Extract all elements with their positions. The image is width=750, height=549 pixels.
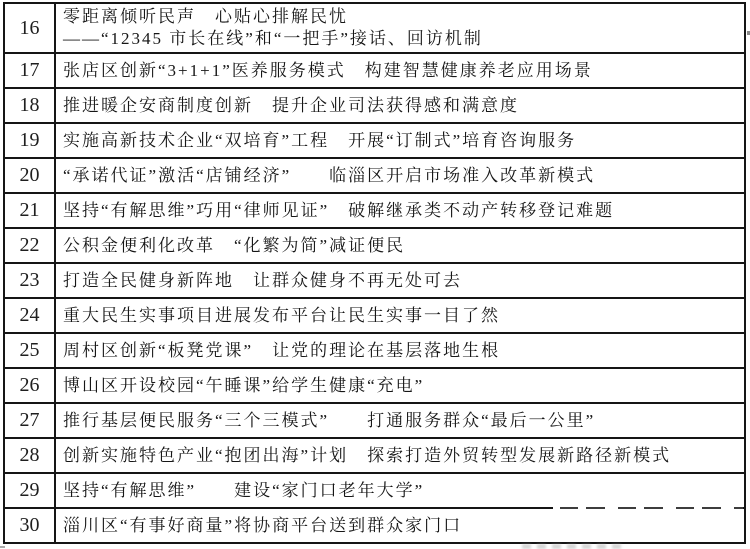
row-number-cell <box>5 369 56 402</box>
row-number-cell <box>5 89 56 122</box>
row-text-cell <box>56 474 744 507</box>
edge-artifact-bottom-left <box>0 546 5 548</box>
row-number: 30 <box>19 514 40 536</box>
row-text-cell <box>56 4 744 52</box>
row-text-cell <box>56 264 744 297</box>
row-text-line: 实施高新技术企业“双培育”工程 开展“订制式”培育咨询服务 <box>63 130 577 150</box>
table-row <box>5 54 744 89</box>
row-number-cell <box>5 229 56 262</box>
row-text-line: 打造全民健身新阵地 让群众健身不再无处可去 <box>63 270 462 290</box>
row-text-cell <box>56 404 744 437</box>
row-text-line: 创新实施特色产业“抱团出海”计划 探索打造外贸转型发展新路径新模式 <box>63 445 672 465</box>
row-number: 28 <box>19 444 40 466</box>
table-row <box>5 124 744 159</box>
row-number-cell <box>5 474 56 507</box>
table-row <box>5 439 744 474</box>
row-text-cell <box>56 509 744 542</box>
table-row <box>5 4 744 54</box>
row-number: 25 <box>19 339 40 361</box>
row-text-line: 零距离倾听民声 心贴心排解民忧 <box>63 7 348 26</box>
row-text-cell <box>56 439 744 472</box>
table-row <box>5 509 744 542</box>
table-row <box>5 474 744 509</box>
row-number-cell <box>5 439 56 472</box>
row-text-cell <box>56 334 744 367</box>
row-text-cell <box>56 299 744 332</box>
table-row <box>5 229 744 264</box>
row-number-cell <box>5 194 56 227</box>
row-number: 29 <box>19 479 40 501</box>
row-number: 20 <box>19 164 40 186</box>
row-number-cell <box>5 4 56 52</box>
table-row <box>5 89 744 124</box>
table-row <box>5 159 744 194</box>
row-number-cell <box>5 159 56 192</box>
row-number-cell <box>5 509 56 542</box>
row-text-line: 博山区开设校园“午睡课”给学生健康“充电” <box>63 375 425 395</box>
row-text-line: 坚持“有解思维” 建设“家门口老年大学” <box>63 480 425 500</box>
row-text-line: 公积金便利化改革 “化繁为简”减证便民 <box>63 235 406 255</box>
table-row <box>5 194 744 229</box>
row-number-cell <box>5 334 56 367</box>
row-text-line: 周村区创新“板凳党课” 让党的理论在基层落地生根 <box>63 340 501 360</box>
table-row <box>5 334 744 369</box>
watermark-smudge-artifact <box>522 544 627 549</box>
row-text-cell <box>56 89 744 122</box>
row-number: 22 <box>19 234 40 256</box>
row-text-cell <box>56 54 744 87</box>
row-number-cell <box>5 54 56 87</box>
table-row <box>5 264 744 299</box>
row-number: 18 <box>19 94 40 116</box>
row-text-line: 推进暖企安商制度创新 提升企业司法获得感和满意度 <box>63 95 519 115</box>
row-text-cell <box>56 194 744 227</box>
row-number-cell <box>5 299 56 332</box>
row-number-cell <box>5 404 56 437</box>
row-text-line: 重大民生实事项目进展发布平台让民生实事一目了然 <box>63 305 500 325</box>
row-number: 21 <box>19 199 40 221</box>
row-text-line: 张店区创新“3+1+1”医养服务模式 构建智慧健康养老应用场景 <box>63 60 593 80</box>
row-text-cell <box>56 159 744 192</box>
row-number: 16 <box>19 16 40 39</box>
table-row <box>5 369 744 404</box>
row-number-cell <box>5 264 56 297</box>
row-number: 19 <box>19 129 40 151</box>
initiatives-table <box>3 2 746 544</box>
row-number: 27 <box>19 409 40 431</box>
row-text-line: 推行基层便民服务“三个三模式” 打通服务群众“最后一公里” <box>63 410 596 430</box>
row-text-line: ——“12345 市长在线”和“一把手”接话、回访机制 <box>63 29 483 48</box>
row-number-cell <box>5 124 56 157</box>
row-text-line: 坚持“有解思维”巧用“律师见证” 破解继承类不动产转移登记难题 <box>63 200 615 220</box>
row-number: 24 <box>19 304 40 326</box>
row-number: 23 <box>19 269 40 291</box>
row-text-cell <box>56 229 744 262</box>
table-row <box>5 404 744 439</box>
row-text-line: 淄川区“有事好商量”将协商平台送到群众家门口 <box>63 515 463 535</box>
row-text-cell <box>56 369 744 402</box>
row-number: 26 <box>19 374 40 396</box>
row-number: 17 <box>19 59 40 81</box>
row-text-cell <box>56 124 744 157</box>
row-text-line: “承诺代证”激活“店铺经济” 临淄区开启市场准入改革新模式 <box>63 165 596 185</box>
faded-border-artifact <box>553 507 743 509</box>
table-row <box>5 299 744 334</box>
